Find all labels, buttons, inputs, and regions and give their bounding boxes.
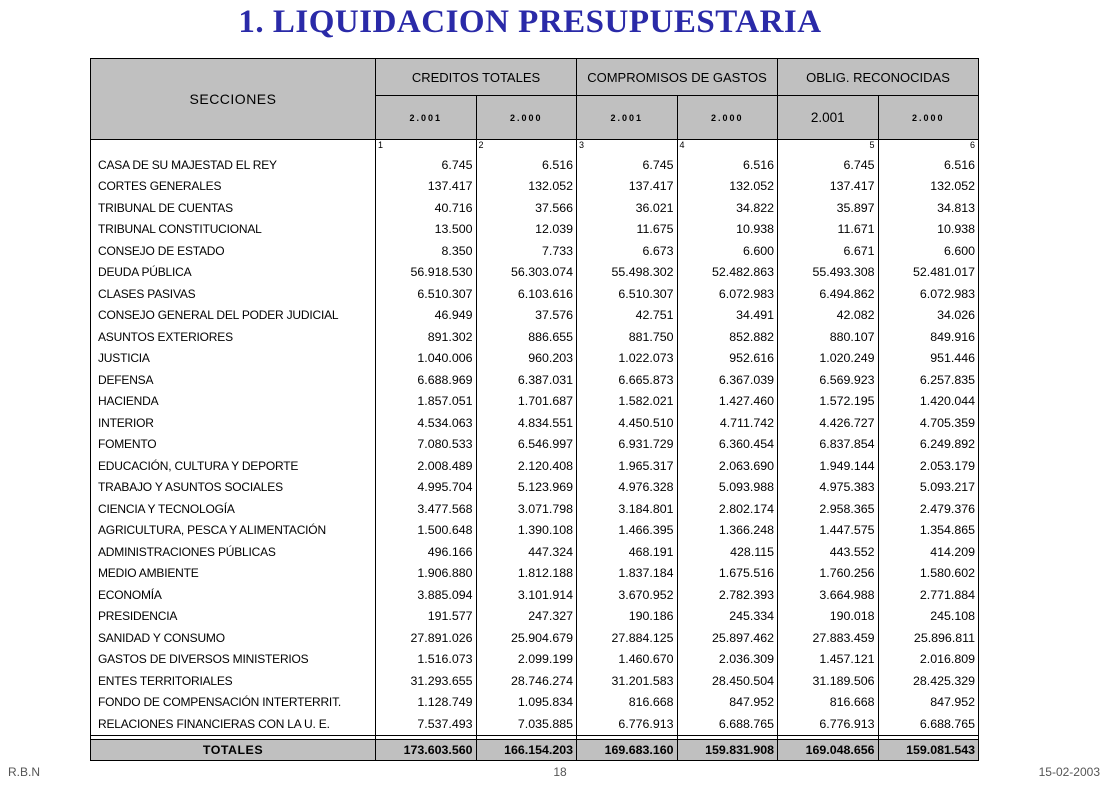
year-header: 2.000 [677,96,778,140]
cell-value: 6.249.892 [878,434,979,456]
cell-value: 6.688.765 [677,713,778,735]
compromisos-gastos-header: COMPROMISOS DE GASTOS [577,59,778,96]
cell-value: 880.107 [778,326,879,348]
cell-value: 443.552 [778,541,879,563]
cell-value: 11.671 [778,219,879,241]
cell-value: 849.916 [878,326,979,348]
year-header: 2.001 [376,96,477,140]
cell-value: 414.209 [878,541,979,563]
cell-value: 1.460.670 [577,649,678,671]
cell-value: 6.931.729 [577,434,678,456]
table-row [91,563,979,585]
column-index: 4 [677,140,778,155]
cell-value: 1.857.051 [376,391,477,413]
cell-value: 13.500 [376,219,477,241]
cell-value: 6.367.039 [677,369,778,391]
section-name: CORTES GENERALES [91,176,376,198]
footer-date: 15-02-2003 [1038,765,1100,779]
cell-value: 6.776.913 [577,713,678,735]
section-name: DEFENSA [91,369,376,391]
cell-value: 1.675.516 [677,563,778,585]
cell-value: 816.668 [577,692,678,714]
cell-value: 6.745 [577,154,678,176]
cell-value: 7.537.493 [376,713,477,735]
table-row [91,670,979,692]
cell-value: 132.052 [677,176,778,198]
cell-value: 847.952 [677,692,778,714]
total-value: 173.603.560 [376,739,477,760]
cell-value: 7.080.533 [376,434,477,456]
cell-value: 1.022.073 [577,348,678,370]
oblig-reconocidas-header: OBLIG. RECONOCIDAS [778,59,979,96]
cell-value: 6.688.765 [878,713,979,735]
column-index-row [91,140,979,155]
cell-value: 2.771.884 [878,584,979,606]
cell-value: 137.417 [577,176,678,198]
section-name: FOMENTO [91,434,376,456]
cell-value: 1.812.188 [476,563,577,585]
year-header: 2.001 [778,96,879,140]
table-row [91,455,979,477]
section-name: AGRICULTURA, PESCA Y ALIMENTACIÓN [91,520,376,542]
table-row [91,154,979,176]
cell-value: 1.701.687 [476,391,577,413]
table-row [91,649,979,671]
cell-value: 1.427.460 [677,391,778,413]
cell-value: 1.354.865 [878,520,979,542]
column-index: 1 [376,140,477,155]
page-title: 1. LIQUIDACION PRESUPUESTARIA [238,4,822,40]
cell-value: 1.760.256 [778,563,879,585]
cell-value: 428.115 [677,541,778,563]
totals-row [91,739,979,760]
creditos-totales-header: CREDITOS TOTALES [376,59,577,96]
cell-value: 6.510.307 [577,283,678,305]
cell-value: 3.101.914 [476,584,577,606]
section-name: CONSEJO DE ESTADO [91,240,376,262]
cell-value: 31.189.506 [778,670,879,692]
cell-value: 1.906.880 [376,563,477,585]
section-name: ASUNTOS EXTERIORES [91,326,376,348]
section-name: CLASES PASIVAS [91,283,376,305]
section-name: RELACIONES FINANCIERAS CON LA U. E. [91,713,376,735]
cell-value: 5.093.988 [677,477,778,499]
cell-value: 6.745 [778,154,879,176]
cell-value: 2.120.408 [476,455,577,477]
cell-value: 35.897 [778,197,879,219]
cell-value: 6.360.454 [677,434,778,456]
section-name: ENTES TERRITORIALES [91,670,376,692]
cell-value: 4.426.727 [778,412,879,434]
cell-value: 886.655 [476,326,577,348]
column-index-blank [91,140,376,155]
cell-value: 28.425.329 [878,670,979,692]
cell-value: 6.516 [878,154,979,176]
table-row [91,434,979,456]
cell-value: 816.668 [778,692,879,714]
cell-value: 6.600 [677,240,778,262]
cell-value: 34.822 [677,197,778,219]
cell-value: 847.952 [878,692,979,714]
cell-value: 55.498.302 [577,262,678,284]
year-header: 2.001 [577,96,678,140]
totals-label: TOTALES [91,739,376,760]
cell-value: 2.802.174 [677,498,778,520]
table-row [91,713,979,735]
budget-table [90,58,979,761]
cell-value: 34.026 [878,305,979,327]
cell-value: 12.039 [476,219,577,241]
cell-value: 27.884.125 [577,627,678,649]
cell-value: 6.837.854 [778,434,879,456]
section-name: GASTOS DE DIVERSOS MINISTERIOS [91,649,376,671]
cell-value: 5.123.969 [476,477,577,499]
column-index: 2 [476,140,577,155]
column-index: 6 [878,140,979,155]
cell-value: 25.897.462 [677,627,778,649]
section-name: TRIBUNAL DE CUENTAS [91,197,376,219]
cell-value: 496.166 [376,541,477,563]
cell-value: 4.450.510 [577,412,678,434]
cell-value: 34.491 [677,305,778,327]
section-name: CONSEJO GENERAL DEL PODER JUDICIAL [91,305,376,327]
cell-value: 6.072.983 [878,283,979,305]
cell-value: 10.938 [677,219,778,241]
cell-value: 6.546.997 [476,434,577,456]
cell-value: 6.510.307 [376,283,477,305]
cell-value: 245.334 [677,606,778,628]
cell-value: 137.417 [376,176,477,198]
table-row [91,627,979,649]
cell-value: 132.052 [878,176,979,198]
cell-value: 10.938 [878,219,979,241]
cell-value: 8.350 [376,240,477,262]
cell-value: 28.450.504 [677,670,778,692]
cell-value: 6.103.616 [476,283,577,305]
cell-value: 6.387.031 [476,369,577,391]
total-value: 169.683.160 [577,739,678,760]
cell-value: 4.976.328 [577,477,678,499]
cell-value: 6.494.862 [778,283,879,305]
cell-value: 852.882 [677,326,778,348]
total-value: 169.048.656 [778,739,879,760]
cell-value: 6.688.969 [376,369,477,391]
cell-value: 4.834.551 [476,412,577,434]
table-row [91,283,979,305]
cell-value: 137.417 [778,176,879,198]
table-row [91,240,979,262]
cell-value: 468.191 [577,541,678,563]
cell-value: 1.516.073 [376,649,477,671]
cell-value: 4.534.063 [376,412,477,434]
secciones-header: SECCIONES [91,59,376,140]
table-row [91,498,979,520]
cell-value: 3.885.094 [376,584,477,606]
cell-value: 6.673 [577,240,678,262]
cell-value: 25.904.679 [476,627,577,649]
table-row [91,369,979,391]
cell-value: 7.733 [476,240,577,262]
footer-author: R.B.N [8,765,41,779]
cell-value: 27.883.459 [778,627,879,649]
table-row [91,197,979,219]
section-name: FONDO DE COMPENSACIÓN INTERTERRIT. [91,692,376,714]
cell-value: 2.008.489 [376,455,477,477]
total-value: 166.154.203 [476,739,577,760]
table-row [91,606,979,628]
cell-value: 952.616 [677,348,778,370]
table-row [91,262,979,284]
cell-value: 1.457.121 [778,649,879,671]
section-name: HACIENDA [91,391,376,413]
section-name: EDUCACIÓN, CULTURA Y DEPORTE [91,455,376,477]
cell-value: 34.813 [878,197,979,219]
cell-value: 881.750 [577,326,678,348]
section-name: SANIDAD Y CONSUMO [91,627,376,649]
cell-value: 36.021 [577,197,678,219]
cell-value: 4.711.742 [677,412,778,434]
cell-value: 891.302 [376,326,477,348]
cell-value: 960.203 [476,348,577,370]
cell-value: 27.891.026 [376,627,477,649]
section-name: INTERIOR [91,412,376,434]
cell-value: 245.108 [878,606,979,628]
cell-value: 3.670.952 [577,584,678,606]
cell-value: 2.958.365 [778,498,879,520]
cell-value: 40.716 [376,197,477,219]
cell-value: 1.965.317 [577,455,678,477]
cell-value: 6.516 [677,154,778,176]
cell-value: 31.293.655 [376,670,477,692]
cell-value: 1.420.044 [878,391,979,413]
cell-value: 4.705.359 [878,412,979,434]
cell-value: 3.664.988 [778,584,879,606]
cell-value: 37.566 [476,197,577,219]
cell-value: 6.072.983 [677,283,778,305]
cell-value: 2.099.199 [476,649,577,671]
cell-value: 37.576 [476,305,577,327]
cell-value: 2.016.809 [878,649,979,671]
cell-value: 11.675 [577,219,678,241]
cell-value: 191.577 [376,606,477,628]
cell-value: 2.782.393 [677,584,778,606]
table-row [91,219,979,241]
cell-value: 1.582.021 [577,391,678,413]
cell-value: 247.327 [476,606,577,628]
cell-value: 2.053.179 [878,455,979,477]
table-row [91,541,979,563]
cell-value: 52.482.863 [677,262,778,284]
table-row [91,477,979,499]
table-row [91,391,979,413]
total-value: 159.831.908 [677,739,778,760]
cell-value: 4.975.383 [778,477,879,499]
cell-value: 1.390.108 [476,520,577,542]
cell-value: 52.481.017 [878,262,979,284]
cell-value: 1.447.575 [778,520,879,542]
table-row [91,326,979,348]
column-index: 5 [778,140,879,155]
section-name: CASA DE SU MAJESTAD EL REY [91,154,376,176]
cell-value: 3.477.568 [376,498,477,520]
cell-value: 56.918.530 [376,262,477,284]
cell-value: 3.184.801 [577,498,678,520]
table-row [91,305,979,327]
table-row [91,412,979,434]
cell-value: 2.479.376 [878,498,979,520]
section-name: PRESIDENCIA [91,606,376,628]
cell-value: 55.493.308 [778,262,879,284]
cell-value: 1.020.249 [778,348,879,370]
cell-value: 46.949 [376,305,477,327]
year-header: 2.000 [878,96,979,140]
total-value: 159.081.543 [878,739,979,760]
year-header: 2.000 [476,96,577,140]
section-name: ADMINISTRACIONES PÚBLICAS [91,541,376,563]
cell-value: 6.665.873 [577,369,678,391]
table-row [91,348,979,370]
cell-value: 6.257.835 [878,369,979,391]
cell-value: 3.071.798 [476,498,577,520]
cell-value: 2.036.309 [677,649,778,671]
cell-value: 6.671 [778,240,879,262]
cell-value: 2.063.690 [677,455,778,477]
cell-value: 28.746.274 [476,670,577,692]
cell-value: 1.572.195 [778,391,879,413]
cell-value: 1.500.648 [376,520,477,542]
cell-value: 5.093.217 [878,477,979,499]
cell-value: 42.082 [778,305,879,327]
section-name: DEUDA PÚBLICA [91,262,376,284]
cell-value: 6.516 [476,154,577,176]
section-name: TRABAJO Y ASUNTOS SOCIALES [91,477,376,499]
column-index: 3 [577,140,678,155]
cell-value: 1.949.144 [778,455,879,477]
cell-value: 1.580.602 [878,563,979,585]
cell-value: 42.751 [577,305,678,327]
cell-value: 6.600 [878,240,979,262]
footer-page-number: 18 [553,765,567,779]
cell-value: 6.776.913 [778,713,879,735]
cell-value: 1.366.248 [677,520,778,542]
cell-value: 6.745 [376,154,477,176]
section-name: CIENCIA Y TECNOLOGÍA [91,498,376,520]
cell-value: 1.095.834 [476,692,577,714]
cell-value: 25.896.811 [878,627,979,649]
table-row [91,692,979,714]
table-row [91,176,979,198]
section-name: TRIBUNAL CONSTITUCIONAL [91,219,376,241]
section-name: MEDIO AMBIENTE [91,563,376,585]
cell-value: 190.018 [778,606,879,628]
section-name: ECONOMÍA [91,584,376,606]
cell-value: 1.040.006 [376,348,477,370]
cell-value: 447.324 [476,541,577,563]
cell-value: 6.569.923 [778,369,879,391]
cell-value: 4.995.704 [376,477,477,499]
cell-value: 1.128.749 [376,692,477,714]
table-row [91,520,979,542]
cell-value: 1.466.395 [577,520,678,542]
cell-value: 7.035.885 [476,713,577,735]
section-name: JUSTICIA [91,348,376,370]
cell-value: 56.303.074 [476,262,577,284]
cell-value: 31.201.583 [577,670,678,692]
cell-value: 190.186 [577,606,678,628]
cell-value: 951.446 [878,348,979,370]
cell-value: 1.837.184 [577,563,678,585]
table-row [91,584,979,606]
cell-value: 132.052 [476,176,577,198]
